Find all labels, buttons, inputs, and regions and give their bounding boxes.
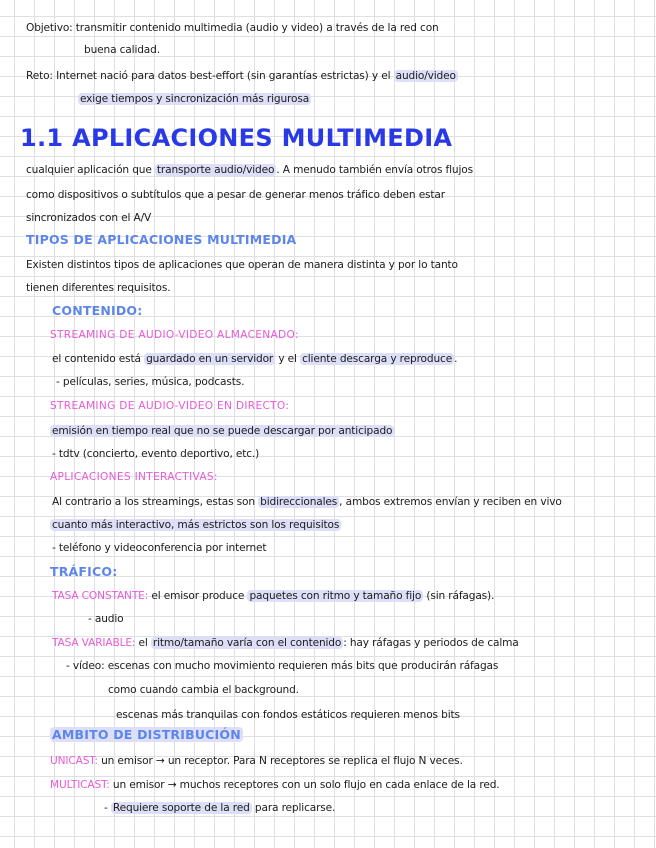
tipos-line-1: Existen distintos tipos de aplicaciones que operan de manera distinta y por lo tanto	[26, 259, 458, 271]
highlight: cliente descarga y reproduce	[302, 353, 453, 365]
objetivo-line: Objetivo: transmitir contenido multimedia (audio y video) a través de la red con	[26, 22, 439, 34]
almacenado-line-1: el contenido está guardado en un servidor y el cliente descarga y reproduce .	[52, 353, 458, 365]
highlight: transporte audio/video	[156, 164, 275, 176]
tipos-heading: TIPOS DE APLICACIONES MULTIMEDIA	[26, 232, 297, 247]
highlight: Requiere soporte de la red	[112, 802, 250, 814]
reto-line: Reto: Internet nació para datos best-effort (sin garantías estrictas) y el audio/video	[26, 70, 456, 82]
directo-heading: STREAMING DE AUDIO-VIDEO EN DIRECTO:	[50, 400, 290, 412]
interactivas-line-3: - teléfono y videoconferencia por internet	[52, 542, 267, 554]
interactivas-line-2	[50, 518, 341, 532]
tipos-line-2: tienen diferentes requisitos.	[26, 282, 171, 294]
constante-line-1: TASA CONSTANTE: el emisor produce paquetes con ritmo y tamaño fijo (sin ráfagas).	[52, 590, 495, 602]
trafico-heading: TRÁFICO:	[50, 564, 118, 579]
highlight: paquetes con ritmo y tamaño fijo	[249, 590, 422, 602]
highlight: bidireccionales	[260, 496, 338, 508]
ambito-heading	[50, 727, 243, 742]
definicion-line-3: sincronizados con el A/V	[26, 212, 152, 224]
interactivas-heading: APLICACIONES INTERACTIVAS:	[50, 471, 218, 483]
multicast-line-2: - Requiere soporte de la red para replicarse.	[104, 802, 336, 814]
highlight: cuanto más interactivo, más estrictos son los requisitos	[52, 519, 340, 531]
definicion-line-2: como dispositivos o subtítulos que a pesar de generar menos tráfico deben estar	[26, 189, 445, 201]
multicast-line: MULTICAST: un emisor → muchos receptores con un solo flujo en cada enlace de la red.	[50, 779, 500, 791]
reto-continuation	[78, 92, 311, 106]
highlight: AMBITO DE DISTRIBUCIÓN	[52, 727, 241, 742]
unicast-line: UNICAST: un emisor → un receptor. Para N receptores se replica el flujo N veces.	[50, 755, 463, 767]
highlight: emisión en tiempo real que no se puede descargar por anticipado	[52, 425, 393, 437]
highlight: exige tiempos y sincronización más rigurosa	[80, 93, 310, 105]
highlight: audio/video	[395, 70, 456, 82]
highlight: ritmo/tamaño varía con el contenido	[152, 637, 342, 649]
almacenado-line-2: - películas, series, música, podcasts.	[56, 376, 245, 388]
variable-line-1: TASA VARIABLE: el ritmo/tamaño varía con el contenido : hay ráfagas y periodos de calma	[52, 637, 519, 649]
contenido-heading: CONTENIDO:	[52, 303, 143, 318]
definicion-line-1: cualquier aplicación que transporte audio/video . A menudo también envía otros flujos	[26, 164, 473, 176]
variable-line-3: como cuando cambia el background.	[108, 684, 299, 696]
constante-line-2: - audio	[88, 613, 124, 625]
objetivo-continuation: buena calidad.	[84, 44, 160, 56]
almacenado-heading: STREAMING DE AUDIO-VIDEO ALMACENADO:	[50, 329, 299, 341]
directo-line-2: - tdtv (concierto, evento deportivo, etc.)	[52, 448, 260, 460]
interactivas-line-1: Al contrario a los streamings, estas son bidireccionales , ambos extremos envían y reciben en vivo	[52, 496, 562, 508]
directo-line-1	[50, 424, 394, 438]
highlight: guardado en un servidor	[146, 353, 274, 365]
variable-line-4: escenas más tranquilas con fondos estáticos requieren menos bits	[116, 709, 460, 721]
section-title: 1.1 APLICACIONES MULTIMEDIA	[20, 124, 453, 152]
variable-line-2: - vídeo: escenas con mucho movimiento requieren más bits que producirán ráfagas	[66, 660, 499, 672]
